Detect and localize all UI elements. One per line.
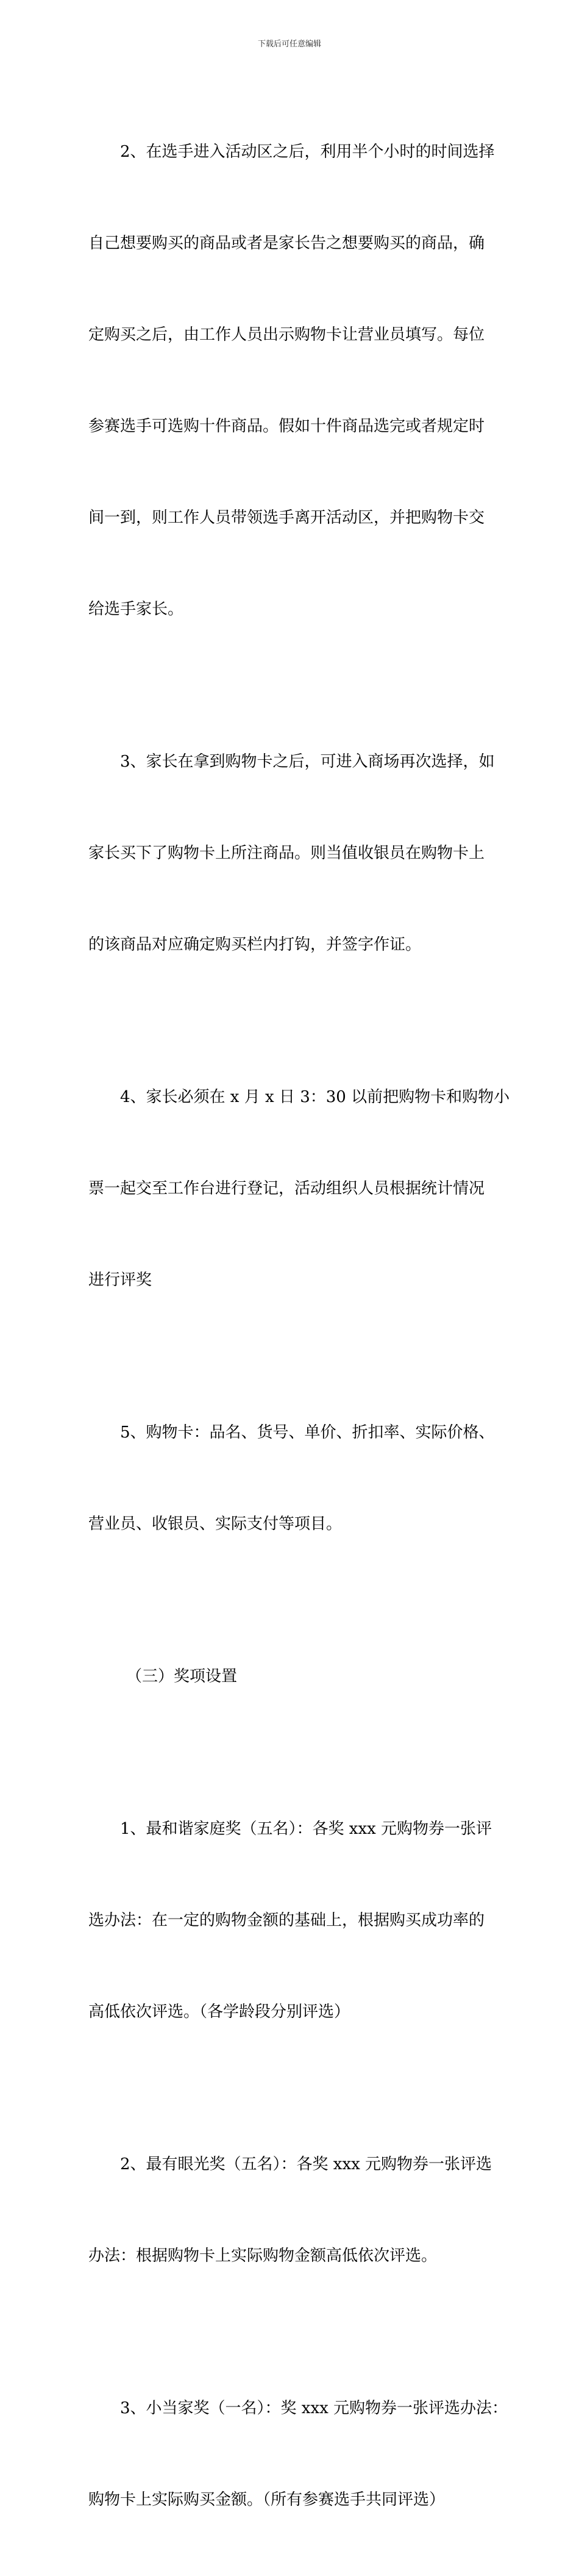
text-line: 3、小当家奖（一名）：奖 xxx 元购物券一张评选办法： [120,2399,508,2417]
paragraph-rule-2 [88,76,498,685]
paragraph-award-1 [88,1753,498,2088]
text-line: 参赛选手可选购十件商品。假如十件商品选完或者规定时 [88,417,485,435]
paragraph-rule-4 [88,1021,510,1356]
text-line: 办法：根据购物卡上实际购物金额高低依次评选。 [88,2247,438,2265]
text-line: 购物卡上实际购买金额。（所有参赛选手共同评选） [88,2491,446,2509]
section-heading-text: （三）奖项设置 [126,1667,238,1686]
text-line: 4、家长必须在 x 月 x 日 3：30 以前把购物卡和购物小 [120,1088,510,1106]
text-line: 给选手家长。 [88,600,184,618]
text-line: 自己想要购买的商品或者是家长告之想要购买的商品，确 [88,234,485,252]
text-line: 定购买之后，由工作人员出示购物卡让营业员填写。每位 [88,326,485,344]
document-body [88,76,510,2576]
section-heading-awards [88,1600,498,1753]
text-line: 营业员、收银员、实际支付等项目。 [88,1515,343,1533]
text-line: 5、购物卡：品名、货号、单价、折扣率、实际价格、 [120,1423,495,1442]
text-line: 进行评奖 [88,1271,152,1289]
paragraph-rule-5 [88,1356,498,1600]
paragraph-award-2 [88,2088,498,2332]
paragraph-award-3 [88,2332,508,2576]
text-line: 的该商品对应确定购买栏内打钩，并签字作证。 [88,936,422,954]
page-header: 下载后可任意编辑 [257,40,321,49]
text-line: 选办法：在一定的购物金额的基础上，根据购买成功率的 [88,1911,485,1930]
text-line: 间一到，则工作人员带领选手离开活动区，并把购物卡交 [88,509,485,527]
paragraph-rule-3 [88,685,498,1021]
text-line: 2、最有眼光奖（五名）：各奖 xxx 元购物券一张评选 [120,2155,492,2174]
text-line: 票一起交至工作台进行登记，活动组织人员根据统计情况 [88,1179,485,1198]
text-line: 2、在选手进入活动区之后，利用半个小时的时间选择 [120,143,495,161]
text-line: 高低依次评选。（各学龄段分别评选） [88,2003,350,2021]
text-line: 3、家长在拿到购物卡之后，可进入商场再次选择，如 [120,753,495,771]
text-line: 家长买下了购物卡上所注商品。则当值收银员在购物卡上 [88,844,485,862]
text-line: 1、最和谐家庭奖（五名）：各奖 xxx 元购物券一张评 [120,1820,492,1838]
